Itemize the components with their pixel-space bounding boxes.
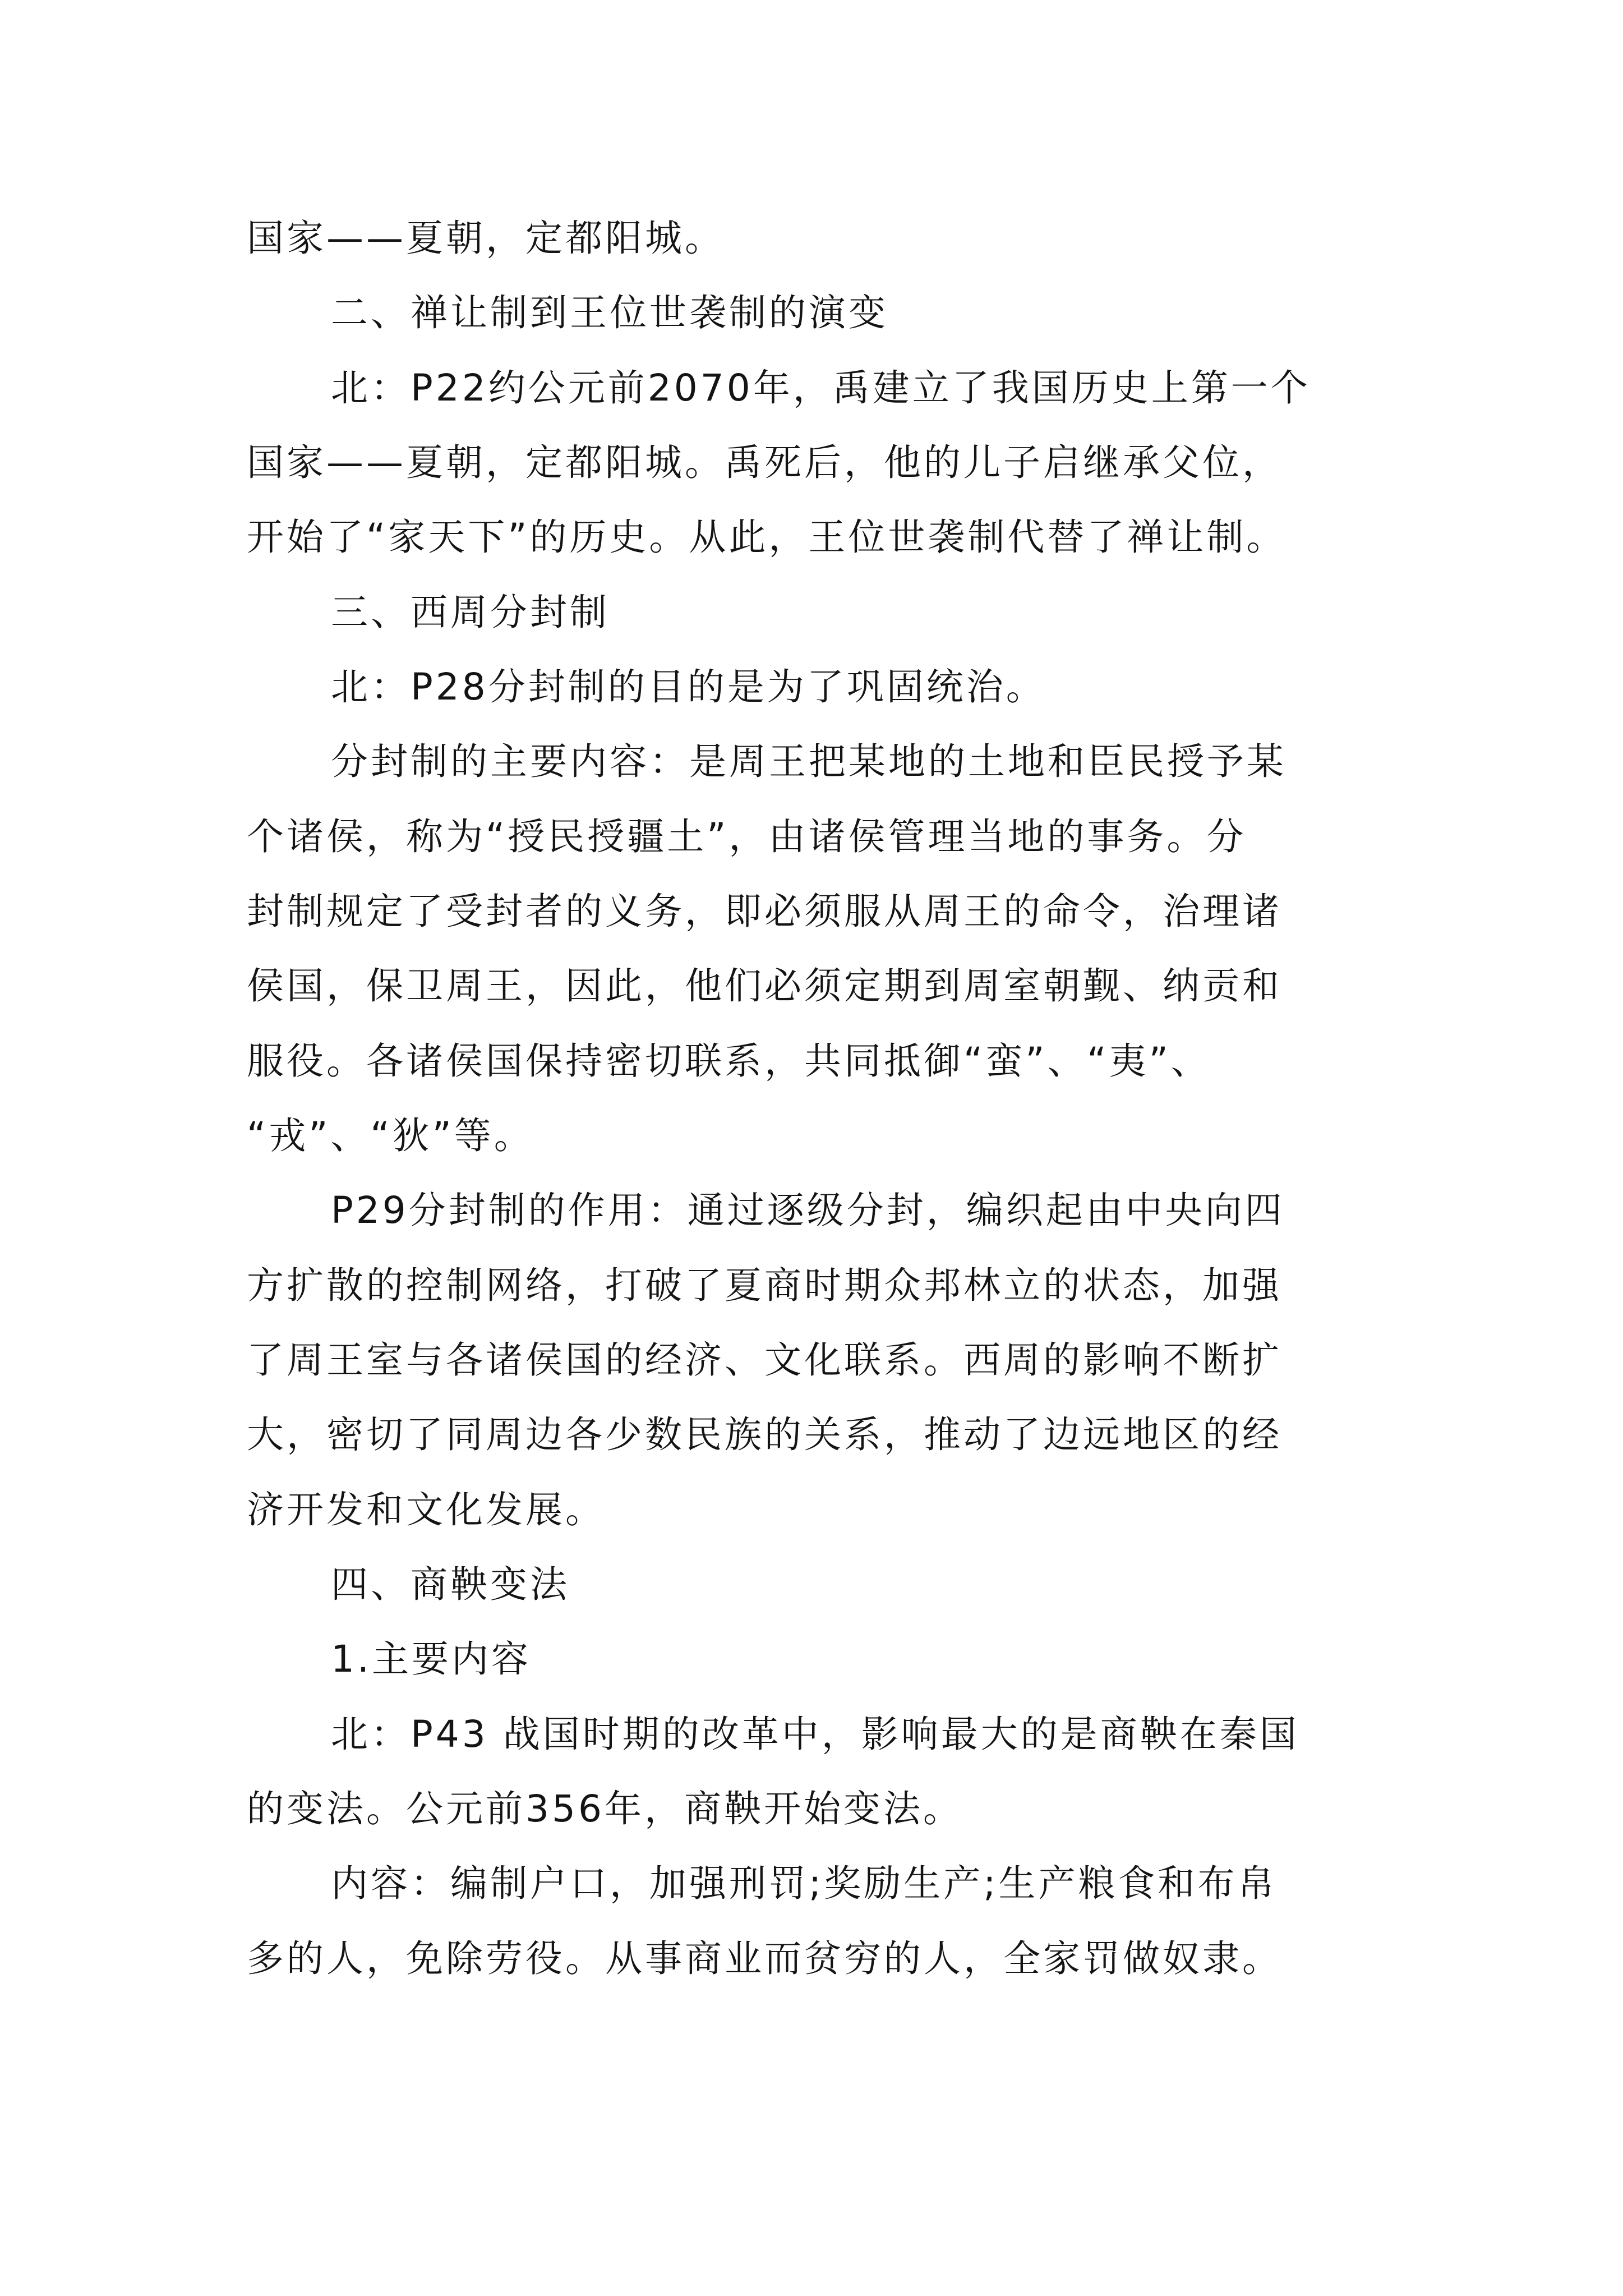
text-line: 开始了“家天下”的历史。从此，王位世袭制代替了禅让制。 [247,516,1287,559]
text-line: 分封制的主要内容：是周王把某地的土地和臣民授予某 [331,740,1287,783]
section-heading: 三、西周分封制 [331,591,610,634]
text-line: 北：P28分封制的目的是为了巩固统治。 [331,665,1046,708]
text-line: P29分封制的作用：通过逐级分封，编织起由中央向四 [331,1189,1285,1232]
subsection-heading: 1.主要内容 [331,1637,531,1681]
text-line: 封制规定了受封者的义务，即必须服从周王的命令，治理诸 [247,890,1282,933]
text-line: 服役。各诸侯国保持密切联系，共同抵御“蛮”、“夷”、 [247,1039,1211,1083]
text-line: 了周王室与各诸侯国的经济、文化联系。西周的影响不断扩 [247,1338,1282,1382]
text-line: “戎”、“狄”等。 [247,1114,534,1157]
text-line: 国家——夏朝，定都阳城。禹死后，他的儿子启继承父位， [247,441,1282,484]
text-line: 侯国，保卫周王，因此，他们必须定期到周室朝觐、纳贡和 [247,964,1282,1007]
section-heading: 二、禅让制到王位世袭制的演变 [331,291,888,334]
text-line: 国家——夏朝，定都阳城。 [247,217,725,260]
text-line: 大，密切了同周边各少数民族的关系，推动了边远地区的经 [247,1413,1282,1456]
text-line: 方扩散的控制网络，打破了夏商时期众邦林立的状态，加强 [247,1264,1282,1307]
text-line: 多的人，免除劳役。从事商业而贫穷的人，全家罚做奴隶。 [247,1937,1282,1980]
text-line: 北：P43 战国时期的改革中，影响最大的是商鞅在秦国 [331,1713,1299,1756]
text-line: 内容：编制户口，加强刑罚;奖励生产;生产粮食和布帛 [331,1862,1278,1905]
text-line: 北：P22约公元前2070年，禹建立了我国历史上第一个 [331,366,1311,409]
text-line: 的变法。公元前356年，商鞅开始变法。 [247,1787,963,1830]
text-line: 济开发和文化发展。 [247,1488,605,1531]
section-heading: 四、商鞅变法 [331,1563,570,1606]
text-line: 个诸侯，称为“授民授疆土”，由诸侯管理当地的事务。分 [247,815,1247,858]
